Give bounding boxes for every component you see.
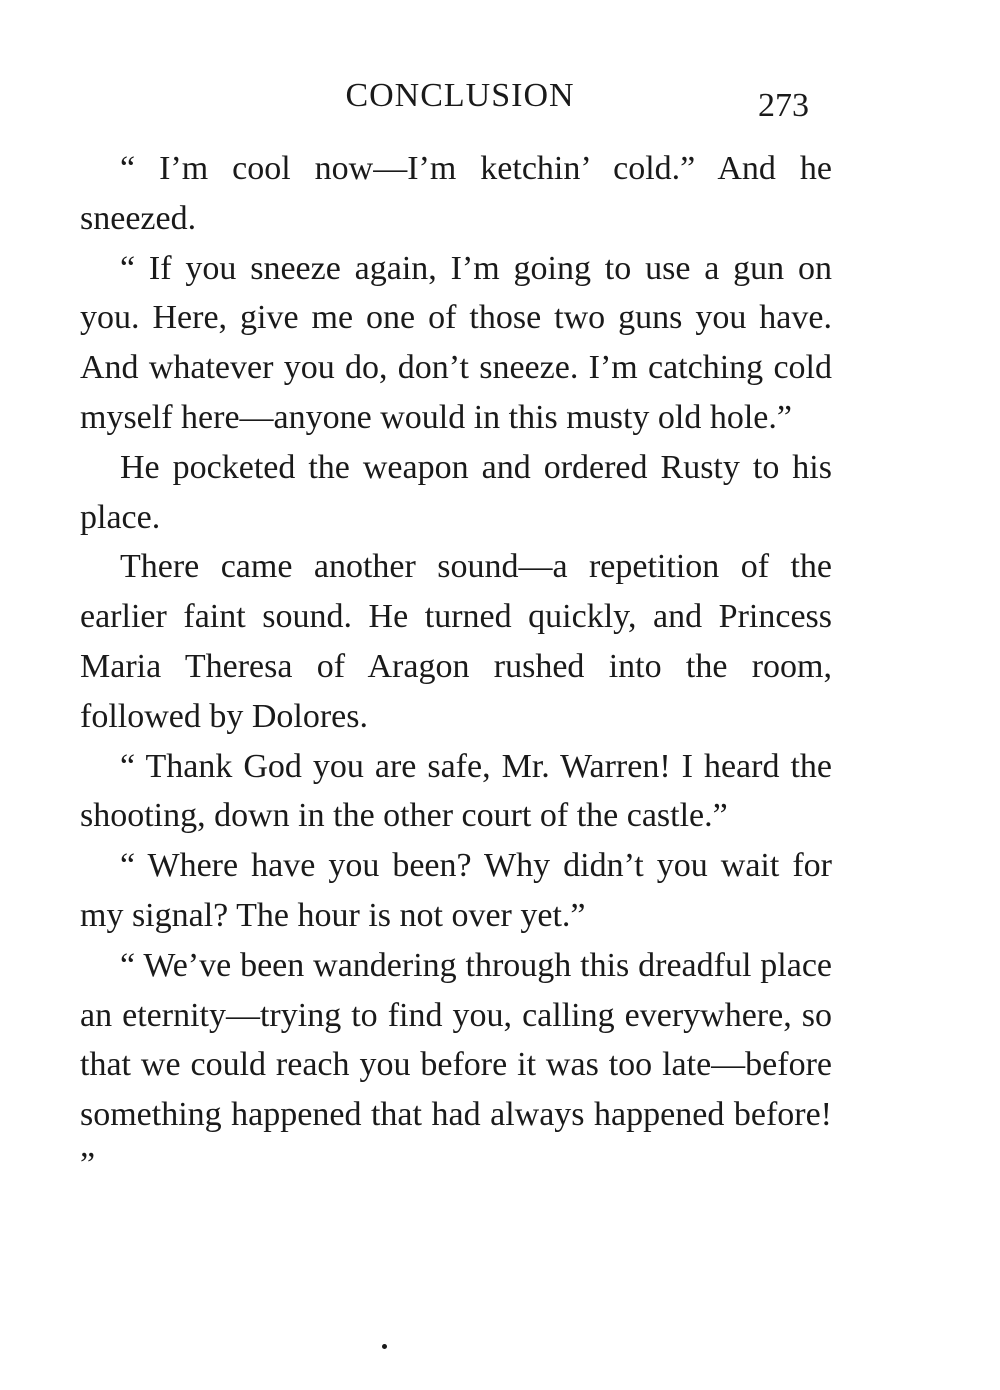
page-number: 273 — [758, 87, 809, 124]
paragraph: “ We’ve been wandering through this dreadful place an eternity—trying to find you, calling everywhere, so that we could reach you before it was too late—before something happened that had always happened before! ” — [80, 946, 832, 1183]
paragraph: “ I’m cool now—I’m ketchin’ cold.” And he sneezed. — [80, 150, 832, 237]
paragraph: “ Thank God you are safe, Mr. Warren! I heard the shooting, down in the other court of the castle.” — [80, 747, 832, 835]
paragraph: He pocketed the weapon and ordered Rusty to his place. — [80, 448, 832, 536]
paragraph: “ If you sneeze again, I’m going to use a gun on you. Here, give me one of those two guns you have. And whatever you do, don’t sneeze. I’m catching cold myself here—anyone would in this musty old hole.” — [80, 249, 832, 436]
body-text — [80, 144, 832, 1190]
chapter-title: CONCLUSION — [345, 77, 575, 114]
paragraph: “ Where have you been? Why didn’t you wait for my signal? The hour is not over yet.” — [80, 847, 832, 934]
print-speck — [382, 1344, 387, 1349]
paragraph: There came another sound—a repetition of the earlier faint sound. He turned quickly, and Princess Maria Theresa of Aragon rushed into the room, followed by Dolores. — [80, 548, 832, 735]
running-head — [0, 74, 1000, 124]
